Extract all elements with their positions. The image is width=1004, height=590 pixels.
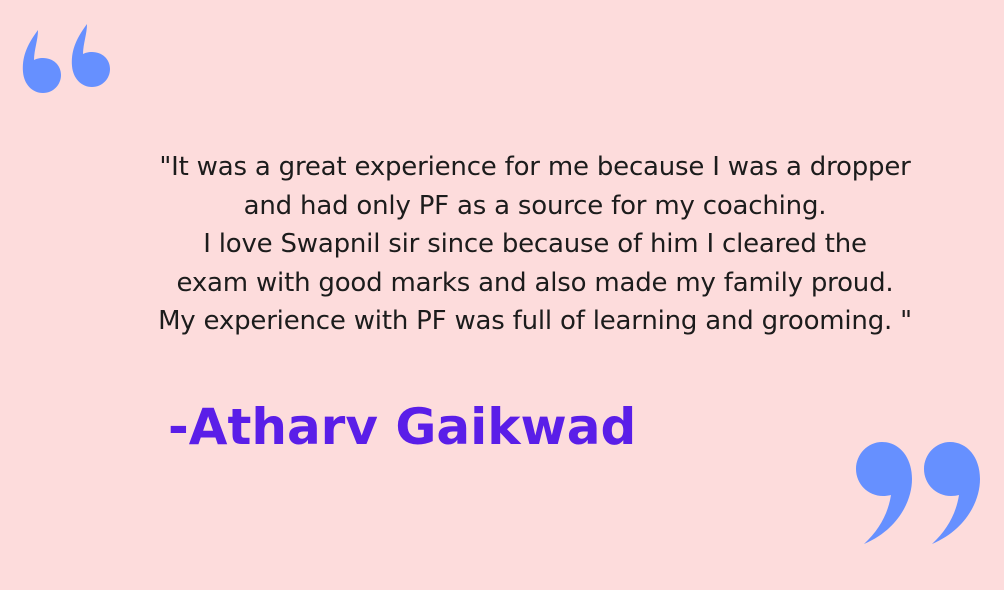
open-quote-right-mark (72, 24, 110, 87)
close-quote-left-mark (856, 442, 912, 544)
quote-line-2: and had only PF as a source for my coaching. (243, 190, 827, 221)
close-quote-right-mark (924, 442, 980, 544)
testimonial-author: -Atharv Gaikwad (168, 398, 637, 456)
close-quote-icon (852, 440, 986, 546)
quote-line-4: exam with good marks and also made my family proud. (176, 267, 894, 298)
open-quote-left-mark (23, 30, 61, 93)
open-quote-icon (16, 22, 112, 96)
testimonial-quote (110, 148, 960, 341)
quote-line-5: My experience with PF was full of learning and grooming. " (158, 306, 912, 336)
quote-line-1: "It was a great experience for me because I was a dropper (159, 152, 911, 182)
quote-line-3: I love Swapnil sir since because of him I cleared the (203, 229, 867, 259)
